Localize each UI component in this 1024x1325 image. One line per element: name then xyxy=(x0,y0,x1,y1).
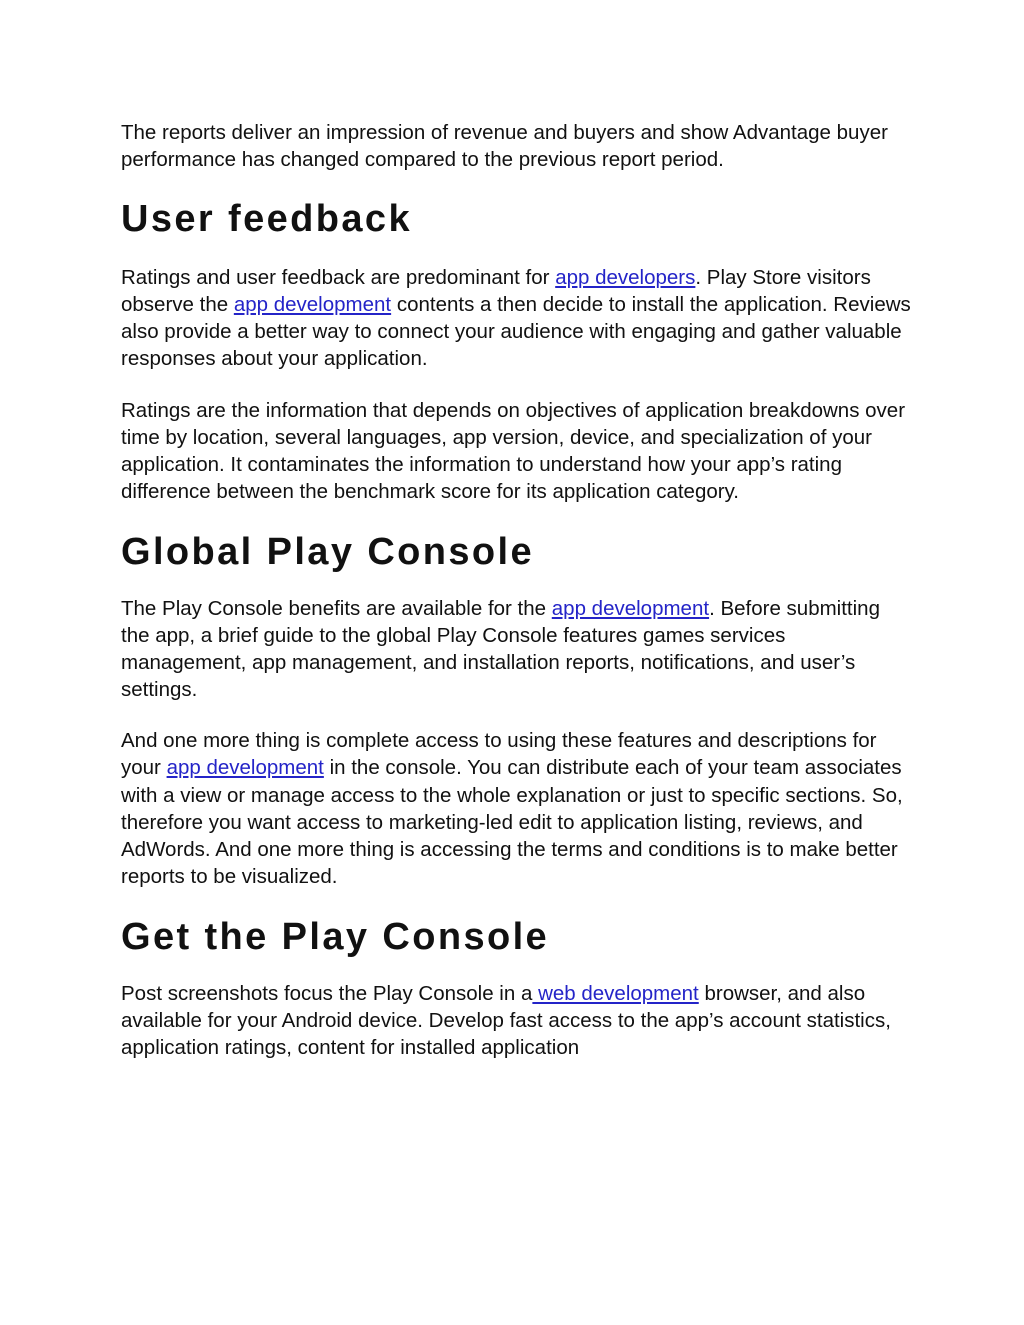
link-app-development[interactable]: app development xyxy=(551,596,710,620)
paragraph-post-screenshots xyxy=(121,980,911,1061)
paragraph-text: browser, and also available for your Android device. Develop fast access to the app’s account statistics, application ratings, content for installed application xyxy=(121,981,891,1060)
document-page xyxy=(121,119,911,1061)
link-app-development[interactable]: app development xyxy=(166,756,324,780)
paragraph-text: in the console. You can distribute each of your team associates with a view or manage access to the whole explanation or just to specific sections. So, therefore you want access to marketing-led edit to application listing, reviews, and AdWords. And one more thing is accessing the terms and conditions is to make better reports to be visualized. xyxy=(121,756,903,888)
paragraph-text: contents a then decide to install the application. Reviews also provide a better way to connect your audience with engaging and gather valuable responses about your application. xyxy=(121,293,911,371)
section-get-the-play-console xyxy=(121,915,911,1061)
paragraph-text: Ratings and user feedback are predominant for xyxy=(121,266,556,290)
section-heading-user-feedback: User feedback xyxy=(121,198,413,241)
paragraph-ratings-information: Ratings are the information that depends on objectives of application breakdowns over time by location, several languages, app version, device, and specialization of your application. It contaminates the information to understand how your app’s rating difference between the benchmark score for its application category. xyxy=(121,398,906,503)
paragraph-console-benefits xyxy=(121,595,911,703)
paragraph-text: The Play Console benefits are available for the xyxy=(121,596,552,620)
section-global-play-console xyxy=(121,530,911,890)
section-heading-global-play-console: Global Play Console xyxy=(121,530,535,573)
link-app-developers[interactable]: app developers xyxy=(555,266,696,290)
paragraph-text: Post screenshots focus the Play Console in a xyxy=(121,981,533,1005)
section-heading-get-the-play-console: Get the Play Console xyxy=(121,915,550,958)
link-app-development[interactable]: app development xyxy=(233,293,392,317)
paragraph-text: And one more thing is complete access to using these features and descriptions for your xyxy=(121,729,877,780)
intro-paragraph: The reports deliver an impression of revenue and buyers and show Advantage buyer performance has changed compared to the previous report period. xyxy=(121,121,888,172)
link-web-development[interactable]: web development xyxy=(532,981,699,1005)
paragraph-ratings-feedback xyxy=(121,264,911,372)
paragraph-complete-access xyxy=(121,727,911,890)
paragraph-text: . Play Store visitors observe the xyxy=(121,266,871,317)
paragraph-text: . Before submitting the app, a brief guide to the global Play Console features games services management, app management, and installation reports, notifications, and user’s settings. xyxy=(121,596,880,702)
section-user-feedback xyxy=(121,197,911,505)
